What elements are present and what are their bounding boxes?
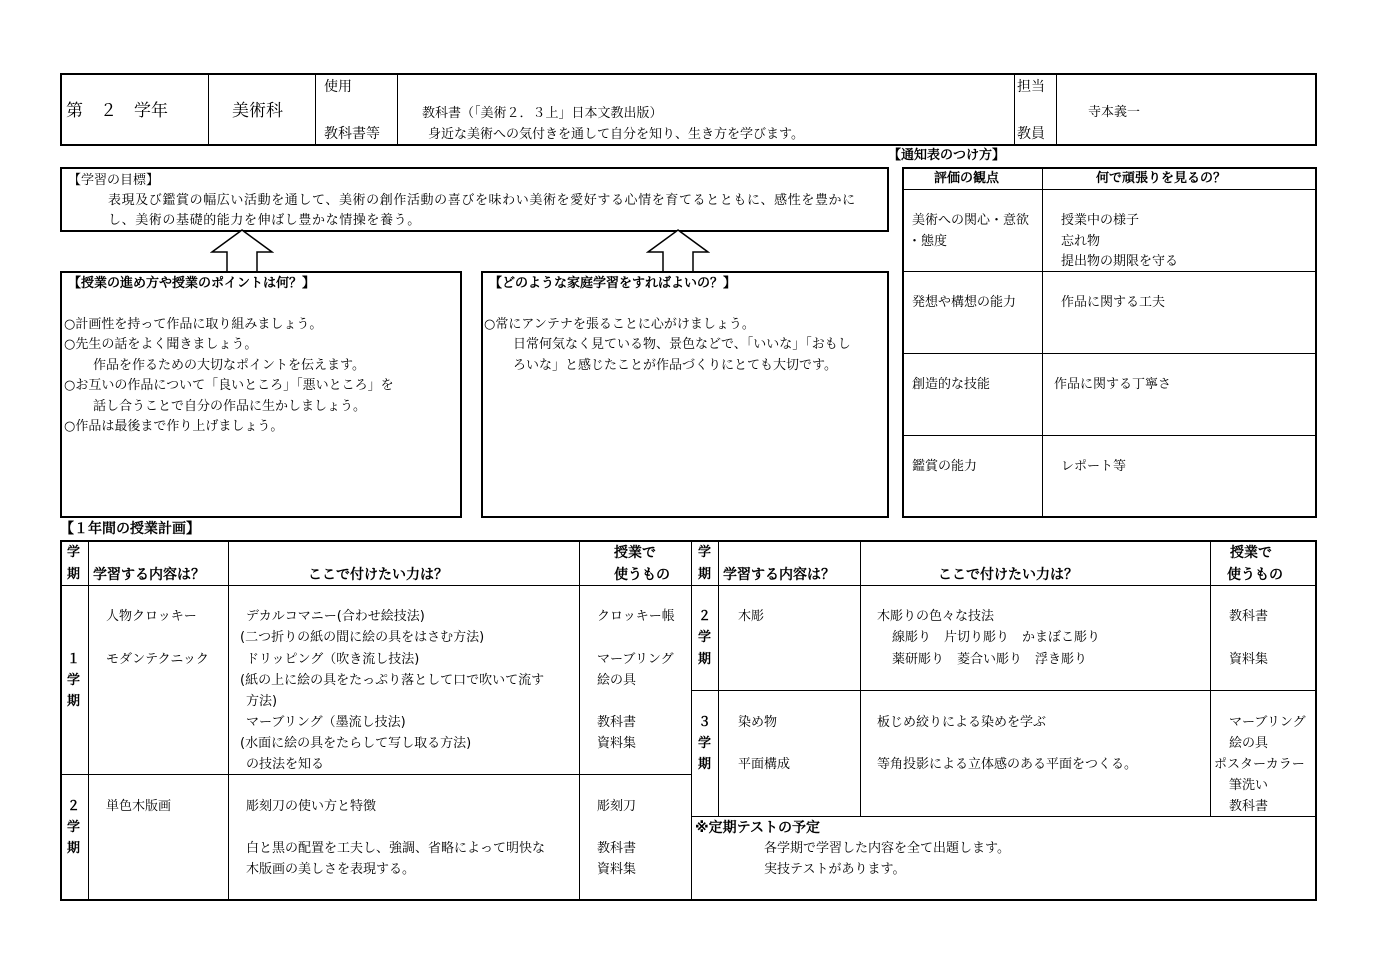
points-title: 【授業の進め方や授業のポイントは何？】 [68, 276, 316, 291]
tool-item: 絵の具 [597, 673, 637, 688]
term-label: 期 [67, 841, 81, 856]
evaluation-table [902, 167, 1317, 518]
goal-line1: 表現及び鑑賞の幅広い活動を通して、美術の創作活動の喜びを味わい美術を愛好する心情を育てるとともに、感性を豊かに [108, 193, 856, 208]
evaluation-header-view: 評価の観点 [934, 171, 1000, 186]
arrow-up-icon [210, 229, 274, 273]
ability-line: 等角投影による立体感のある平面をつくる。 [877, 757, 1138, 772]
test-line: 各学期で学習した内容を全て出題します。 [764, 841, 1010, 856]
term-label: 期 [698, 652, 712, 667]
plan-header-tools: 使うもの [1227, 567, 1283, 583]
points-line: ○作品は最後まで作り上げましょう。 [64, 419, 284, 434]
grade: 第 ２ 学年 [66, 101, 168, 121]
evaluation-view: 創造的な技能 [912, 377, 991, 392]
tool-item: クロッキー帳 [597, 609, 675, 624]
points-line: ○先生の話をよく聞きましょう。 [64, 337, 258, 352]
tool-item: 教科書 [597, 715, 637, 730]
evaluation-item: レポート等 [1061, 459, 1127, 474]
plan-header-ability: ここで付けたい力は？ [938, 567, 1078, 583]
term-label: 学 [67, 673, 81, 688]
ability-line: (紙の上に絵の具をたっぷり落として口で吹いて流す [240, 673, 545, 688]
term-label: １ [67, 652, 81, 667]
textbook-label-bottom: 教科書等 [324, 126, 380, 142]
textbook-line1: 教科書（「美術２．３上」日本文教出版） [422, 106, 663, 121]
teacher-label-top: 担当 [1017, 79, 1045, 95]
plan-header-content: 学習する内容は？ [723, 567, 835, 583]
subject: 美術科 [232, 101, 283, 121]
ability-line: 方法) [246, 694, 278, 709]
tool-item: 資料集 [597, 862, 637, 877]
plan-header-ability: ここで付けたい力は？ [308, 567, 448, 583]
evaluation-view: 発想や構想の能力 [912, 295, 1017, 310]
ability-line: の技法を知る [246, 757, 325, 772]
teacher-name: 寺本義一 [1088, 105, 1141, 120]
term-label: 期 [67, 694, 81, 709]
goal-line2: し、美術の基礎的能力を伸ばし豊かな情操を養う。 [108, 213, 421, 228]
tool-item: マーブリング [597, 652, 674, 667]
tool-item: 教科書 [1229, 799, 1269, 814]
tool-item: マーブリング [1229, 715, 1306, 730]
term-label: 期 [698, 757, 712, 772]
ability-line: 線彫り 片切り彫り かまぼこ彫り [892, 630, 1101, 645]
plan-header-term: 期 [698, 567, 712, 582]
evaluation-view: 美術への関心・意欲 [912, 213, 1030, 228]
ability-line: マーブリング（墨流し技法) [246, 715, 406, 730]
evaluation-header-what: 何で頑張りを見るの？ [1096, 171, 1227, 186]
home-line: 日常何気なく見ている物、景色などで、「いいな」「おもし [500, 337, 851, 352]
evaluation-item: 忘れ物 [1061, 234, 1101, 249]
home-title: 【どのような家庭学習をすればよいの？】 [489, 276, 737, 291]
evaluation-title: 【通知表のつけ方】 [888, 148, 1006, 163]
tool-item: 絵の具 [1229, 736, 1269, 751]
tool-item: 資料集 [597, 736, 637, 751]
evaluation-item: 作品に関する工夫 [1061, 295, 1166, 310]
plan-title: 【１年間の授業計画】 [60, 521, 200, 537]
term-label: ２ [698, 609, 712, 624]
content-item: モダンテクニック [106, 652, 209, 667]
content-item: 木彫 [738, 609, 765, 624]
term-label: 学 [67, 820, 81, 835]
home-line: ○常にアンテナを張ることに心がけましょう。 [484, 317, 755, 332]
content-item: 単色木版画 [106, 799, 172, 814]
points-box [60, 271, 462, 518]
home-study-box [481, 271, 889, 518]
tool-item: 教科書 [1229, 609, 1269, 624]
plan-header-tools: 授業で [614, 545, 656, 561]
ability-line: 彫刻刀の使い方と特徴 [246, 799, 377, 814]
evaluation-view: ・態度 [908, 234, 948, 249]
content-item: 人物クロッキー [106, 609, 197, 624]
term-label: ３ [698, 715, 712, 730]
teacher-label-bottom: 教員 [1017, 126, 1045, 142]
term-label: ２ [67, 799, 81, 814]
plan-header-tools: 使うもの [614, 567, 670, 583]
ability-line: 板じめ絞りによる染めを学ぶ [877, 715, 1047, 730]
arrow-up-icon [646, 229, 710, 273]
tool-item: 彫刻刀 [597, 799, 637, 814]
content-item: 染め物 [738, 715, 778, 730]
points-line: 作品を作るための大切なポイントを伝えます。 [80, 358, 365, 373]
evaluation-view: 鑑賞の能力 [912, 459, 978, 474]
evaluation-item: 提出物の期限を守る [1061, 254, 1179, 269]
textbook-label-top: 使用 [324, 79, 352, 95]
ability-line: 木版画の美しさを表現する。 [246, 862, 416, 877]
ability-line: ドリッピング（吹き流し技法) [246, 652, 420, 667]
goal-box [60, 167, 889, 232]
term-label: 学 [698, 630, 712, 645]
ability-line: 木彫りの色々な技法 [877, 609, 995, 624]
ability-line: デカルコマニー(合わせ絵技法) [246, 609, 425, 624]
ability-line: 白と黒の配置を工夫し、強調、省略によって明快な [246, 841, 546, 856]
ability-line: (水面に絵の具をたらして写し取る方法) [240, 736, 472, 751]
points-line: ○お互いの作品について「良いところ」「悪いところ」を [64, 378, 394, 393]
content-item: 平面構成 [738, 757, 791, 772]
plan-header-term: 学 [67, 545, 81, 560]
tool-item: 教科書 [597, 841, 637, 856]
plan-header-content: 学習する内容は？ [93, 567, 205, 583]
points-line: ○計画性を持って作品に取り組みましょう。 [64, 317, 323, 332]
ability-line: (二つ折りの紙の間に絵の具をはさむ方法) [240, 630, 485, 645]
home-line: ろいな」と感じたことが作品づくりにとても大切です。 [500, 358, 837, 373]
test-title: ※定期テストの予定 [695, 820, 821, 836]
points-line: 話し合うことで自分の作品に生かしましょう。 [80, 399, 367, 414]
tool-item: 資料集 [1229, 652, 1269, 667]
evaluation-item: 授業中の様子 [1061, 213, 1140, 228]
ability-line: 薬研彫り 菱合い彫り 浮き彫り [892, 652, 1088, 667]
plan-header-term: 学 [698, 545, 712, 560]
plan-header-term: 期 [67, 567, 81, 582]
plan-header-tools: 授業で [1230, 545, 1272, 561]
term-label: 学 [698, 736, 712, 751]
tool-item: 筆洗い [1229, 778, 1269, 793]
tool-item: ポスターカラー [1214, 757, 1305, 772]
goal-title: 【学習の目標】 [68, 173, 160, 188]
plan-table [60, 540, 1317, 901]
textbook-line2: 身近な美術への気付きを通して自分を知り、生き方を学びます。 [428, 127, 804, 142]
evaluation-item: 作品に関する丁寧さ [1054, 377, 1172, 392]
header-table [60, 73, 1317, 146]
test-line: 実技テストがあります。 [764, 862, 906, 877]
